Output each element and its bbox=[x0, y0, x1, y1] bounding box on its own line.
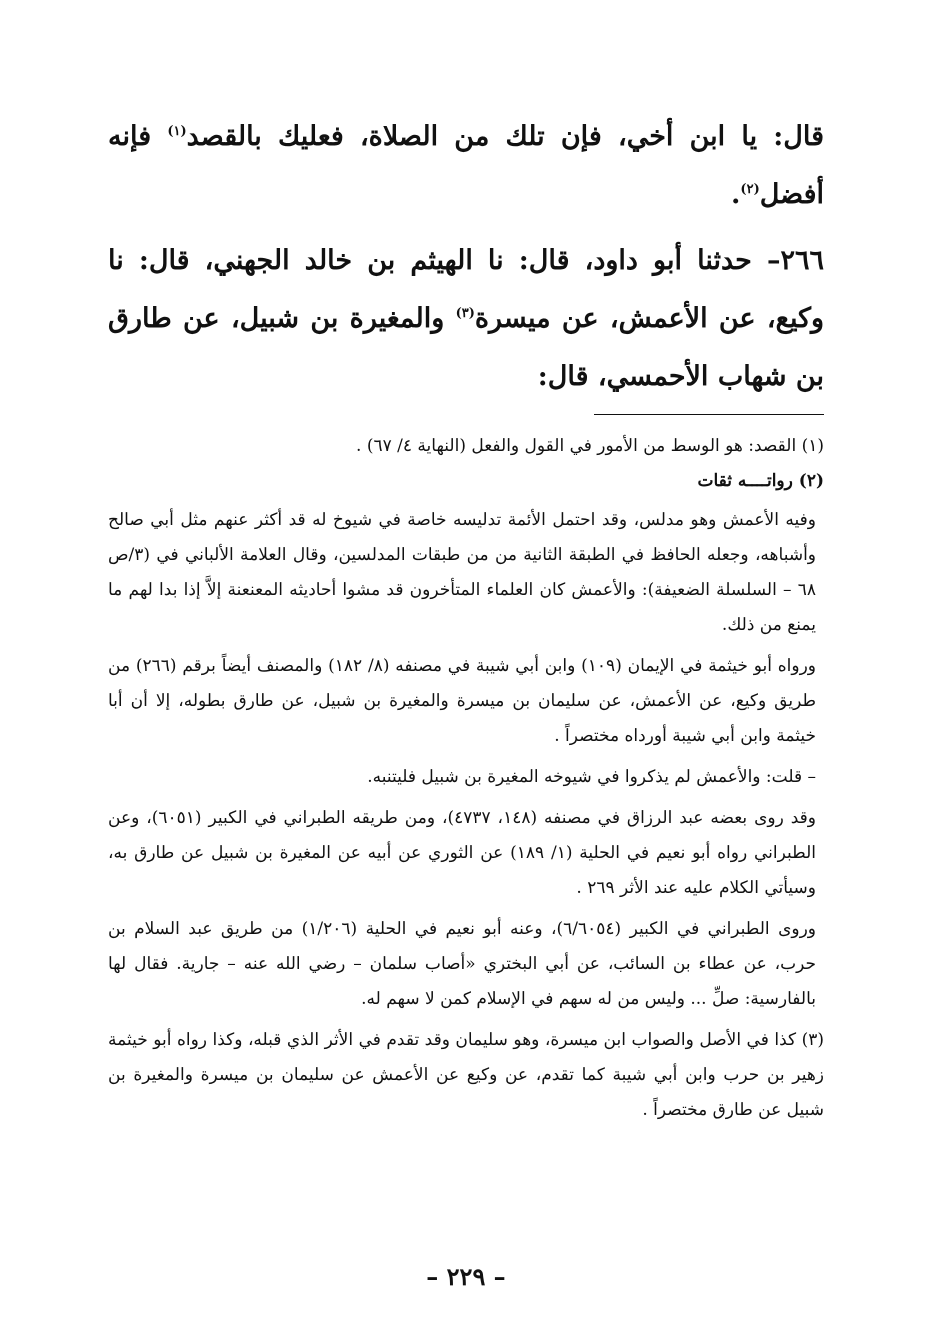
main-paragraph-1 bbox=[108, 108, 824, 224]
footnote-ref-1: (١) bbox=[167, 124, 187, 139]
main-paragraph-1-text: قال: يا ابن أخي، فإن تلك من الصلاة، فعليك بالقصد bbox=[186, 121, 824, 152]
footnotes-section bbox=[108, 429, 824, 1128]
footnote-2-paragraph: ورواه أبو خيثمة في الإيمان (١٠٩) وابن أبي شيبة في مصنفه (٨/ ١٨٢) والمصنف أيضاً برقم (٢٦٦) من طريق وكيع، عن الأعمش، عن سليمان بن ميسرة والمغيرة بن شبيل، عن طارق بطوله، إلا أن أبا خيثمة وابن أبي شيبة أورداه مختصراً . bbox=[108, 656, 817, 746]
footnote-divider bbox=[594, 414, 824, 415]
hadith-paragraph bbox=[108, 232, 824, 406]
footnote-ref-3: (٣) bbox=[455, 306, 475, 321]
main-paragraph-1-end: . bbox=[731, 179, 741, 210]
footnote-2-heading: (٢) رواتــــه ثقات bbox=[697, 471, 824, 491]
footnote-2-paragraph: وفيه الأعمش وهو مدلس، وقد احتمل الأئمة تدليسه خاصة في شيوخ له قد أكثر عنهم مثل أبي صالح وأشباهه، وجعله الحافظ في الطبقة الثانية من من طبقات المدلسين، وقال العلامة الألباني في (٣/ص ٦٨ – السلسلة الضعيفة): والأعمش كان العلماء المتأخرون قد مشوا أحاديثه المعنعنة إلاَّ إذا بدا لهم ما يمنع من ذلك. bbox=[108, 510, 816, 635]
footnote-2-paragraph: – قلت: والأعمش لم يذكروا في شيوخه المغيرة بن شبيل فليتنبه. bbox=[367, 767, 816, 787]
footnote-3: (٣) كذا في الأصل والصواب ابن ميسرة، وهو سليمان وقد تقدم في الأثر الذي قبله، وكذا رواه أبو خيثمة زهير بن حرب وابن أبي شيبة كما تقدم، عن وكيع عن الأعمش عن سليمان بن ميسرة والمغيرة بن شبيل عن طارق مختصراً . bbox=[108, 1030, 824, 1120]
footnote-2-paragraph: وقد روى بعضه عبد الرزاق في مصنفه (١٤٨، ٤٧٣٧)، ومن طريقه الطبراني في الكبير (٦٠٥١)، وعن الطبراني رواه أبو نعيم في الحلية (١/ ١٨٩) عن الثوري عن أبيه عن المغيرة بن شبيل عن طارق به، وسيأتي الكلام عليه عند الأثر ٢٦٩ . bbox=[108, 808, 817, 898]
book-page bbox=[108, 108, 824, 1308]
main-text bbox=[108, 108, 824, 406]
hadith-paragraph-text-2: والمغيرة بن شبيل، عن طارق بن شهاب الأحمسي، قال: bbox=[108, 303, 824, 392]
footnote-1: (١) القصد: هو الوسط من الأمور في القول والفعل (النهاية ٤/ ٦٧) . bbox=[356, 436, 824, 456]
footnote-ref-2: (٢) bbox=[740, 182, 760, 197]
footnote-2-paragraph: وروى الطبراني في الكبير (٦/٦٠٥٤)، وعنه أبو نعيم في الحلية (١/٢٠٦) من طريق عبد السلام بن حرب، عن عطاء بن السائب، عن أبي البختري «أصاب سلمان – رضي الله عنه – جارية. فقال لها بالفارسية: صلِّ ... وليس من له سهم في الإسلام كمن لا سهم له. bbox=[108, 919, 817, 1009]
footnote-2-body bbox=[108, 503, 824, 1017]
main-paragraph-1-text-2: فإنه أفضل bbox=[108, 121, 824, 210]
hadith-paragraph-text: ٢٦٦– حدثنا أبو داود، قال: نا الهيثم بن خالد الجهني، قال: نا وكيع، عن الأعمش، عن ميسرة bbox=[108, 245, 824, 334]
page-number: – ٢٢٩ – bbox=[426, 1262, 506, 1291]
